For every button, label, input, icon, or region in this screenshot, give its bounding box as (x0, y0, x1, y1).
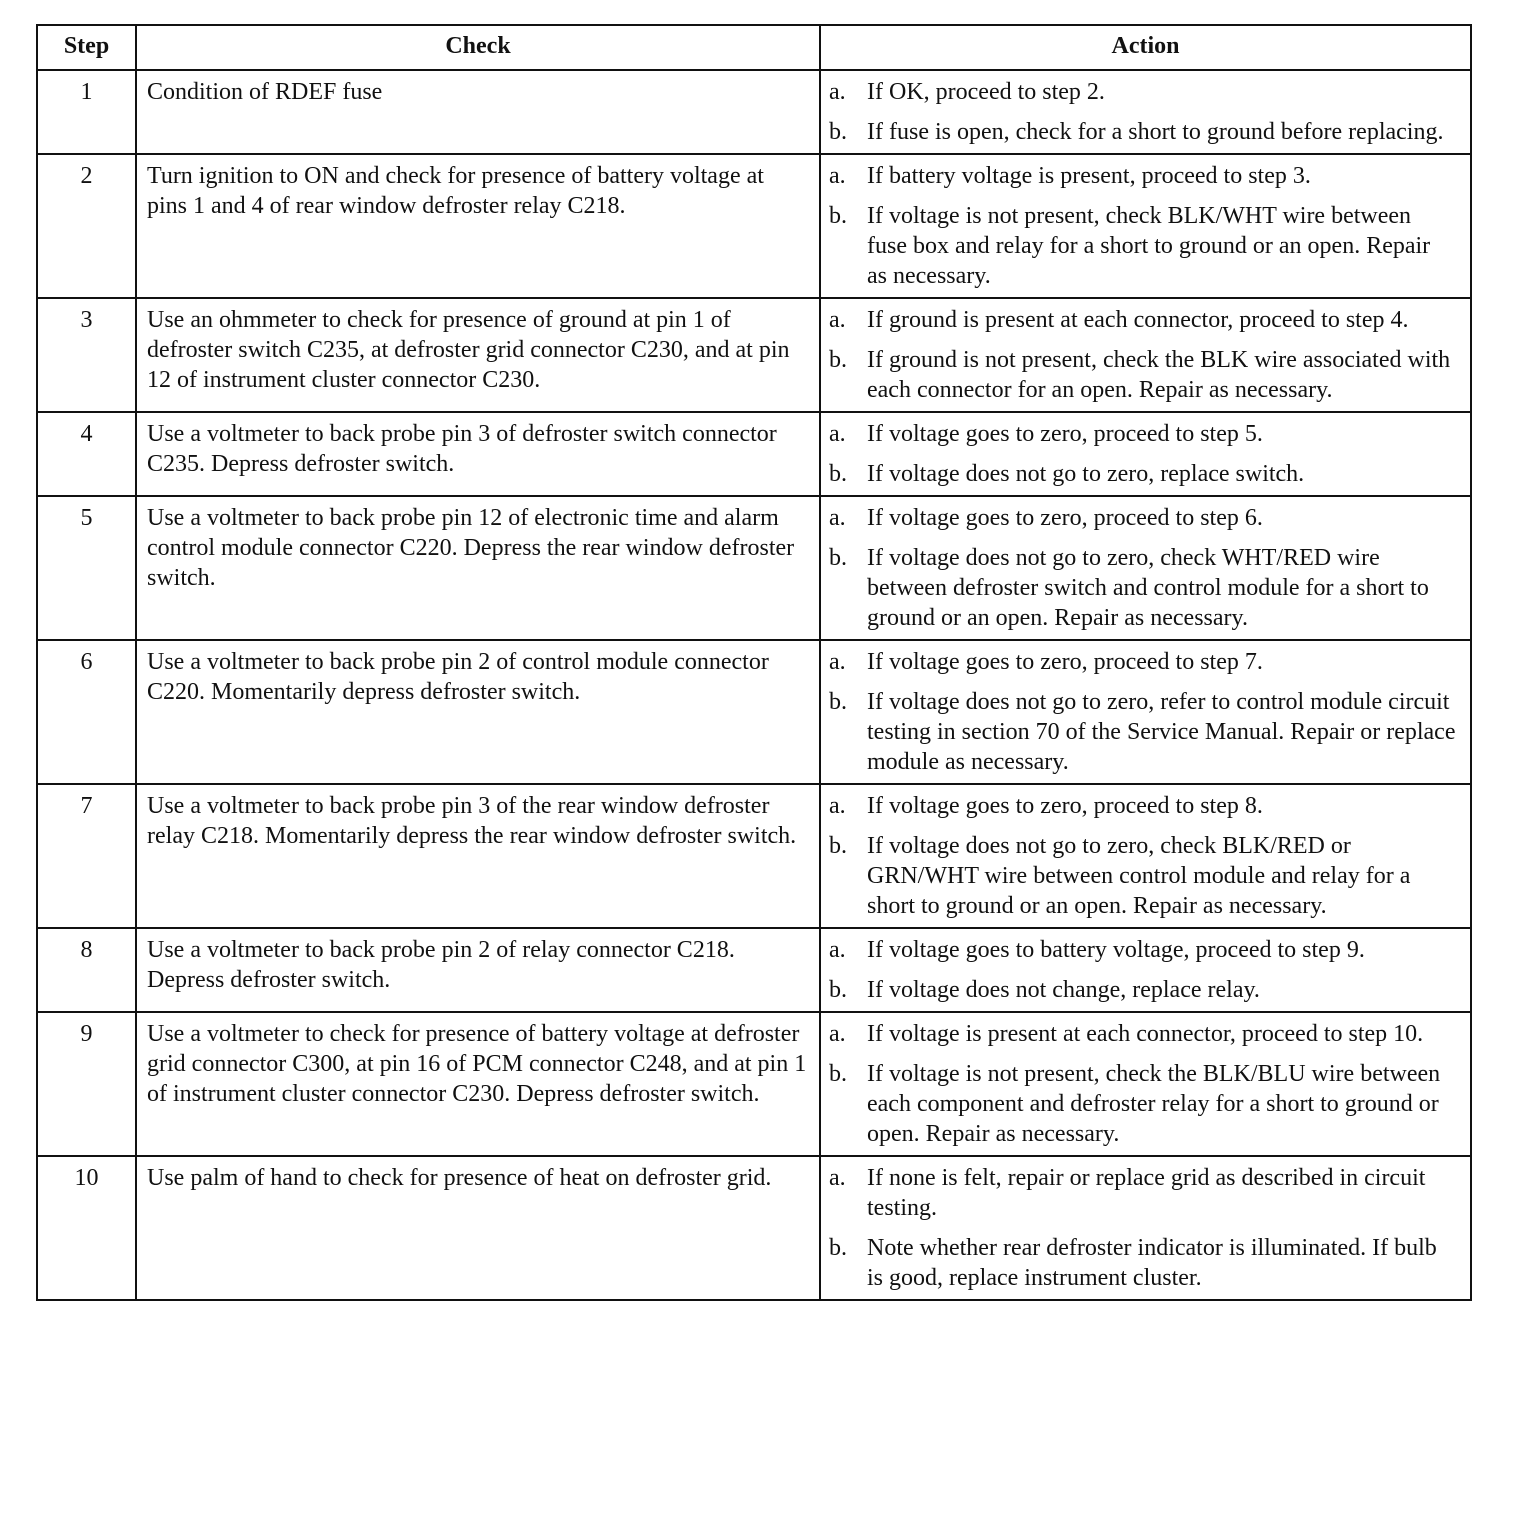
header-action: Action (820, 25, 1471, 70)
check-text: Use a voltmeter to back probe pin 3 of defroster switch connector C235. Depress defroster switch. (136, 412, 820, 496)
action-text: If voltage goes to zero, proceed to step 7. (867, 649, 1263, 675)
action-text: If battery voltage is present, proceed to step 3. (867, 163, 1311, 189)
action-letter: a. (829, 79, 846, 105)
action-cell (820, 70, 1471, 154)
action-text: If voltage does not go to zero, check BLK/RED or GRN/WHT wire between control module and relay for a short to ground or an open. Repair as necessary. (867, 833, 1411, 919)
action-item (829, 345, 1456, 405)
check-text: Use a voltmeter to back probe pin 2 of control module connector C220. Momentarily depress defroster switch. (136, 640, 820, 784)
action-text: If voltage does not change, replace relay. (867, 977, 1260, 1003)
action-cell (820, 154, 1471, 298)
table-row (37, 70, 1471, 154)
action-cell (820, 640, 1471, 784)
table-row (37, 1012, 1471, 1156)
action-item (829, 647, 1456, 677)
action-cell (820, 784, 1471, 928)
action-letter: a. (829, 307, 846, 333)
action-letter: b. (829, 347, 847, 373)
diagnostic-table (36, 24, 1472, 1301)
action-text: If voltage does not go to zero, replace switch. (867, 461, 1305, 487)
action-letter: b. (829, 833, 847, 859)
action-letter: b. (829, 461, 847, 487)
action-cell (820, 928, 1471, 1012)
check-text: Use a voltmeter to back probe pin 2 of relay connector C218. Depress defroster switch. (136, 928, 820, 1012)
action-cell (820, 1012, 1471, 1156)
action-item (829, 503, 1456, 533)
action-text: Note whether rear defroster indicator is illuminated. If bulb is good, replace instrument cluster. (867, 1235, 1437, 1291)
action-letter: b. (829, 1235, 847, 1261)
check-text: Turn ignition to ON and check for presence of battery voltage at pins 1 and 4 of rear window defroster relay C218. (136, 154, 820, 298)
header-check: Check (136, 25, 820, 70)
table-row (37, 496, 1471, 640)
action-item (829, 831, 1456, 921)
action-text: If voltage goes to battery voltage, proceed to step 9. (867, 937, 1365, 963)
action-text: If fuse is open, check for a short to ground before replacing. (867, 119, 1444, 145)
action-text: If voltage goes to zero, proceed to step 8. (867, 793, 1263, 819)
action-item (829, 791, 1456, 821)
step-number: 8 (37, 928, 136, 1012)
action-letter: a. (829, 505, 846, 531)
step-number: 2 (37, 154, 136, 298)
action-text: If voltage is not present, check BLK/WHT wire between fuse box and relay for a short to ground or an open. Repair as necessary. (867, 203, 1431, 289)
step-number: 9 (37, 1012, 136, 1156)
action-letter: a. (829, 1165, 846, 1191)
action-letter: a. (829, 937, 846, 963)
table-row (37, 928, 1471, 1012)
action-letter: b. (829, 1061, 847, 1087)
table-row (37, 298, 1471, 412)
action-item (829, 1019, 1456, 1049)
action-letter: a. (829, 649, 846, 675)
action-letter: b. (829, 203, 847, 229)
action-item (829, 77, 1456, 107)
action-text: If voltage does not go to zero, refer to control module circuit testing in section 70 of the Service Manual. Repair or replace module as necessary. (867, 689, 1456, 775)
table-row (37, 154, 1471, 298)
action-item (829, 419, 1456, 449)
check-text: Use a voltmeter to back probe pin 12 of electronic time and alarm control module connector C220. Depress the rear window defroster switch. (136, 496, 820, 640)
action-item (829, 201, 1456, 291)
action-cell (820, 1156, 1471, 1300)
action-text: If ground is not present, check the BLK wire associated with each connector for an open. Repair as necessary. (867, 347, 1451, 403)
action-text: If ground is present at each connector, proceed to step 4. (867, 307, 1409, 333)
action-item (829, 117, 1456, 147)
table-row (37, 640, 1471, 784)
action-text: If voltage goes to zero, proceed to step 5. (867, 421, 1263, 447)
step-number: 10 (37, 1156, 136, 1300)
action-text: If voltage is not present, check the BLK/BLU wire between each component and defroster relay for a short to ground or open. Repair as necessary. (867, 1061, 1441, 1147)
header-step: Step (37, 25, 136, 70)
action-item (829, 935, 1456, 965)
action-item (829, 687, 1456, 777)
action-letter: a. (829, 1021, 846, 1047)
action-item (829, 305, 1456, 335)
action-text: If voltage is present at each connector, proceed to step 10. (867, 1021, 1424, 1047)
action-cell (820, 496, 1471, 640)
check-text: Use a voltmeter to back probe pin 3 of the rear window defroster relay C218. Momentarily depress the rear window defroster switch. (136, 784, 820, 928)
check-text: Use a voltmeter to check for presence of battery voltage at defroster grid connector C300, at pin 16 of PCM connector C248, and at pin 1 of instrument cluster connector C230. Depress defroster switch. (136, 1012, 820, 1156)
action-item (829, 975, 1456, 1005)
table-body (37, 70, 1471, 1300)
action-letter: a. (829, 163, 846, 189)
action-letter: b. (829, 545, 847, 571)
action-text: If voltage does not go to zero, check WHT/RED wire between defroster switch and control module for a short to ground or an open. Repair as necessary. (867, 545, 1429, 631)
table-row (37, 784, 1471, 928)
action-text: If OK, proceed to step 2. (867, 79, 1105, 105)
table-header-row (37, 25, 1471, 70)
action-letter: b. (829, 977, 847, 1003)
step-number: 5 (37, 496, 136, 640)
action-letter: b. (829, 119, 847, 145)
action-item (829, 1163, 1456, 1223)
action-text: If none is felt, repair or replace grid as described in circuit testing. (867, 1165, 1426, 1221)
action-letter: a. (829, 793, 846, 819)
step-number: 6 (37, 640, 136, 784)
step-number: 7 (37, 784, 136, 928)
action-item (829, 543, 1456, 633)
action-cell (820, 412, 1471, 496)
table-row (37, 412, 1471, 496)
document-page (36, 24, 1470, 1301)
action-letter: a. (829, 421, 846, 447)
table-row (37, 1156, 1471, 1300)
action-item (829, 1233, 1456, 1293)
action-cell (820, 298, 1471, 412)
action-item (829, 161, 1456, 191)
check-text: Use an ohmmeter to check for presence of ground at pin 1 of defroster switch C235, at defroster grid connector C230, and at pin 12 of instrument cluster connector C230. (136, 298, 820, 412)
step-number: 3 (37, 298, 136, 412)
check-text: Use palm of hand to check for presence of heat on defroster grid. (136, 1156, 820, 1300)
action-letter: b. (829, 689, 847, 715)
check-text: Condition of RDEF fuse (136, 70, 820, 154)
action-item (829, 459, 1456, 489)
action-text: If voltage goes to zero, proceed to step 6. (867, 505, 1263, 531)
step-number: 4 (37, 412, 136, 496)
action-item (829, 1059, 1456, 1149)
step-number: 1 (37, 70, 136, 154)
